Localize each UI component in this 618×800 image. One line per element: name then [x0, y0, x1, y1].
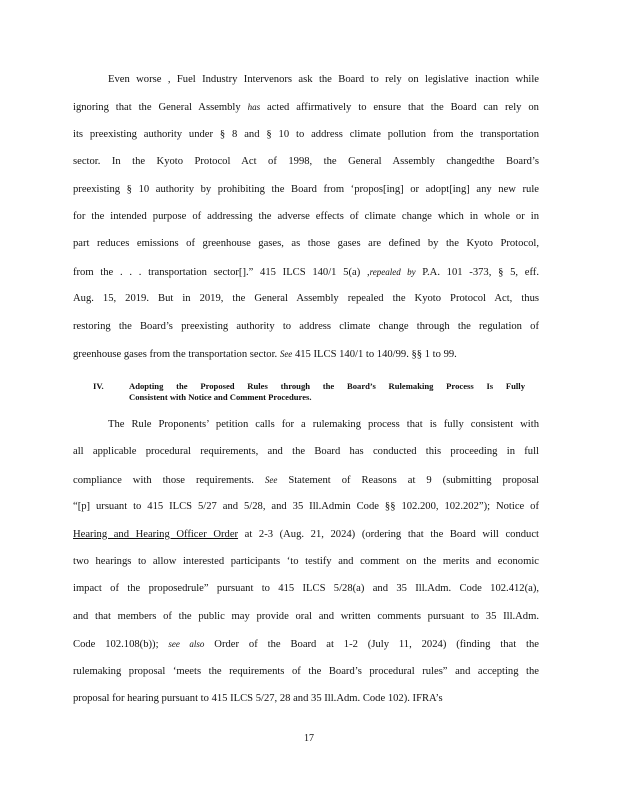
p1-line: Even worse , Fuel Industry Intervenors ask the Board to rely on legislative inaction while — [108, 74, 539, 85]
p2-line: Hearing and Hearing Officer Order at 2-3 (Aug. 21, 2024) (ordering that the Board will conduct — [73, 528, 539, 540]
p1-line: its preexisting authority under § 8 and § 10 to address climate pollution from the transportation — [73, 128, 539, 140]
p2-line: Code 102.108(b)); see also Order of the Board at 1-2 (July 11, 2024) (finding that the — [73, 639, 539, 651]
section-title-line-1: Adopting the Proposed Rules through the Board’s Rulemaking Process Is Fully — [129, 381, 525, 391]
p2-line: rulemaking proposal ‘meets the requirements of the Board’s procedural rules” and accepting the — [73, 665, 539, 677]
p2-line: two hearings to allow interested participants ‘to testify and comment on the merits and economic — [73, 556, 539, 567]
p1-line: greenhouse gases from the transportation sector. See 415 ILCS 140/1 to 140/99. §§ 1 to 99. — [73, 349, 457, 360]
p1-line: preexisting § 10 authority by prohibiting the Board from ‘propos[ing] or adopt[ing] any new rule — [73, 183, 539, 195]
p2-line: The Rule Proponents’ petition calls for a rulemaking process that is fully consistent with — [108, 419, 539, 430]
p2-line: all applicable procedural requirements, and the Board has conducted this proceeding in full — [73, 446, 539, 458]
underlined-citation: Hearing and Hearing Officer Order — [73, 528, 239, 540]
section-title-line-2: Consistent with Notice and Comment Procedures. — [129, 392, 312, 402]
p2-line: compliance with those requirements. See Statement of Reasons at 9 (submitting proposal — [73, 474, 539, 486]
p2-line: and that members of the public may provide oral and written comments pursuant to 35 Ill.Adm. — [73, 610, 539, 622]
p1-line: sector. In the Kyoto Protocol Act of 1998, the General Assembly changedthe Board’s — [73, 156, 539, 168]
p1-line: from the . . . transportation sector[].” 415 ILCS 140/1 5(a) ,repealed by P.A. 101 -373, § 5, eff. — [73, 266, 539, 278]
page-number: 17 — [304, 733, 314, 744]
section-number: IV. — [93, 381, 104, 391]
p2-line: “[p] ursuant to 415 ILCS 5/27 and 5/28, and 35 Ill.Admin Code §§ 102.200, 102.202”); Notice of — [73, 501, 539, 513]
p1-line: for the intended purpose of addressing the adverse effects of climate change which in whole or in — [73, 211, 539, 222]
p1-line: part reduces emissions of greenhouse gases, as those gases are defined by the Kyoto Protocol, — [73, 238, 539, 250]
p2-line: proposal for hearing pursuant to 415 ILCS 5/27, 28 and 35 Ill.Adm. Code 102). IFRA’s — [73, 693, 443, 704]
p2-line: impact of the proposedrule” pursuant to 415 ILCS 5/28(a) and 35 Ill.Adm. Code 102.412(a), — [73, 583, 539, 595]
p1-line: restoring the Board’s preexisting authority to address climate change through the regulation of — [73, 320, 539, 332]
p1-line: Aug. 15, 2019. But in 2019, the General Assembly repealed the Kyoto Protocol Act, thus — [73, 293, 539, 305]
p1-line: ignoring that the General Assembly has acted affirmatively to ensure that the Board can rely on — [73, 102, 539, 114]
